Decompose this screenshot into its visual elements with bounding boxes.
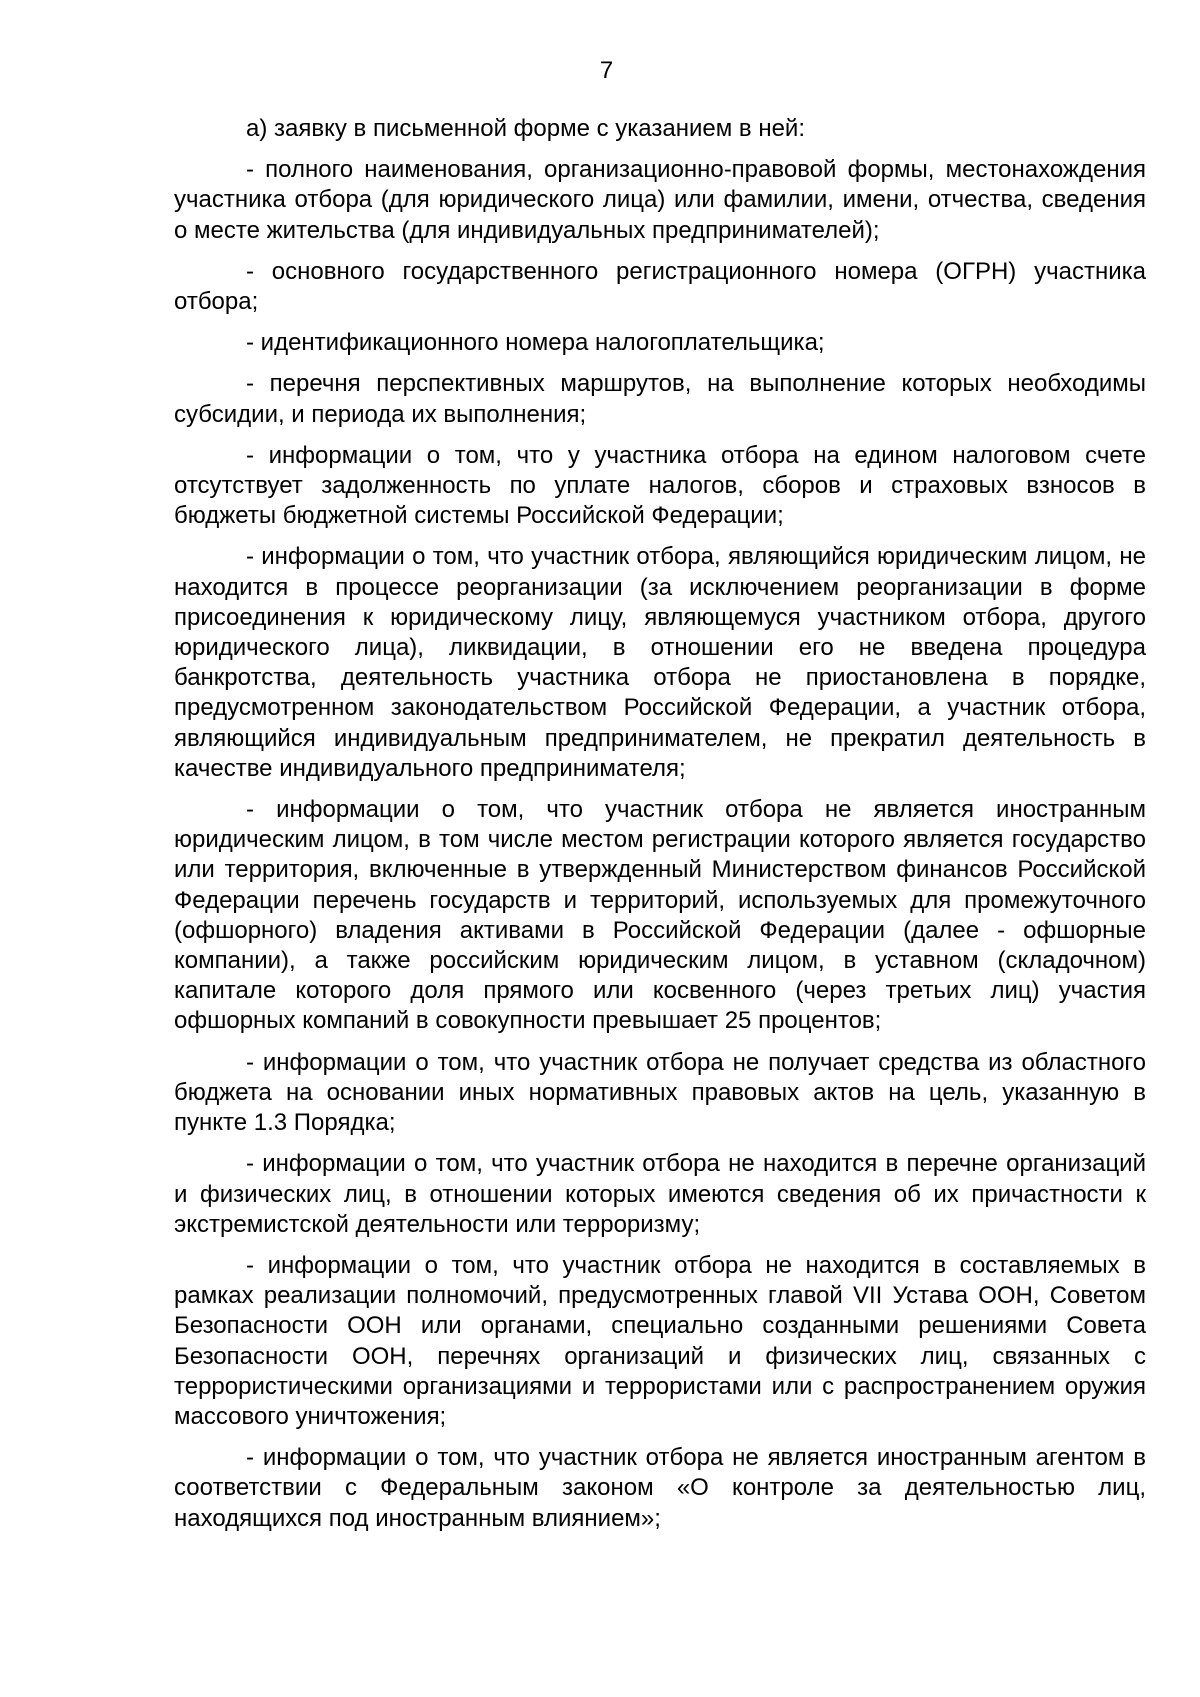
paragraph-inn: - идентификационного номера налогоплательщика; bbox=[246, 329, 825, 357]
paragraph-offshore: - информации о том, что участник отбора не является иностранным юридическим лицом, в том числе местом регистрации которого является государство или территория, включенные в утвержденный Министерством финансов Российской Федерации перечень государств и территорий, используемых для промежуточного (офшорного) владения активами в Российской Федерации (далее - офшорные компании), а также российским юридическим лицом, в уставном (складочном) капитале которого доля прямого или косвенного (через третьих лиц) участия офшорных компаний в совокупности превышает 25 процентов; bbox=[174, 796, 1146, 1035]
paragraph-reorganization: - информации о том, что участник отбора, являющийся юридическим лицом, не находится в процессе реорганизации (за исключением реорганизации в форме присоединения к юридическому лицу, являющемуся участником отбора, другого юридического лица), ликвидации, в отношении его не введена процедура банкротства, деятельность участника отбора не приостановлена в порядке, предусмотренном законодательством Российской Федерации, а участник отбора, являющийся индивидуальным предпринимателем, не прекратил деятельность в качестве индивидуального предпринимателя; bbox=[174, 543, 1146, 782]
paragraph-routes: - перечня перспективных маршрутов, на выполнение которых необходимы субсидии, и периода их выполнения; bbox=[174, 370, 1146, 428]
paragraph-tax-debt: - информации о том, что у участника отбора на едином налоговом счете отсутствует задолженность по уплате налогов, сборов и страховых взносов в бюджеты бюджетной системы Российской Федерации; bbox=[174, 441, 1146, 530]
document-body bbox=[174, 114, 1146, 1545]
paragraph-full-name: - полного наименования, организационно-правовой формы, местонахождения участника отбора (для юридического лица) или фамилии, имени, отчества, сведения о месте жительства (для индивидуальных предпринимателей); bbox=[174, 156, 1146, 244]
paragraph-un-list: - информации о том, что участник отбора не находится в составляемых в рамках реализации полномочий, предусмотренных главой VII Устава ООН, Советом Безопасности ООН или органами, специально созданными решениями Совета Безопасности ООН, перечнях организаций и физических лиц, связанных с террористическими организациями и террористами или с распространением оружия массового уничтожения; bbox=[174, 1251, 1146, 1430]
paragraph-ogrn: - основного государственного регистрационного номера (ОГРН) участника отбора; bbox=[174, 257, 1146, 316]
paragraph-foreign-agent: - информации о том, что участник отбора не является иностранным агентом в соответствии с Федеральным законом «О контроле за деятельностью лиц, находящихся под иностранным влиянием»; bbox=[174, 1444, 1146, 1532]
page-number: 7 bbox=[599, 57, 614, 84]
paragraph-application-intro: а) заявку в письменной форме с указанием в ней: bbox=[246, 115, 805, 142]
paragraph-extremism-list: - информации о том, что участник отбора не находится в перечне организаций и физических лиц, в отношении которых имеются сведения об их причастности к экстремистской деятельности или терроризму; bbox=[174, 1150, 1146, 1238]
paragraph-other-funding: - информации о том, что участник отбора не получает средства из областного бюджета на основании иных нормативных правовых актов на цель, указанную в пункте 1.3 Порядка; bbox=[174, 1048, 1146, 1137]
